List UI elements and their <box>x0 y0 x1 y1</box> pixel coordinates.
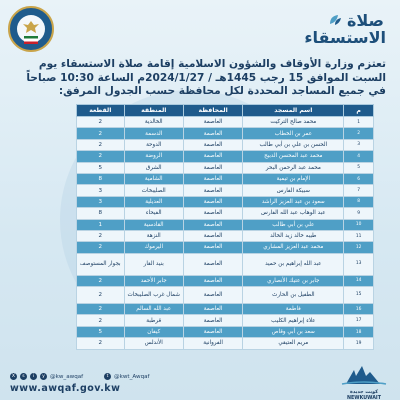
cell-area: عبد الله السالم <box>124 304 183 315</box>
cell-area: اليرموك <box>124 242 183 253</box>
cell-governorate: العاصمة <box>183 219 242 230</box>
cell-area: الشرق <box>124 162 183 173</box>
cell-mosque: محمد عبد العزيز المشاري <box>243 242 344 253</box>
cell-mosque: سبيكة الفارس <box>243 185 344 196</box>
cell-area: الأندلس <box>124 338 183 349</box>
table-row <box>77 219 374 230</box>
cell-mosque: محمد عبد المحسن الدبيج <box>243 151 344 162</box>
cell-area: الخالدية <box>124 117 183 128</box>
cell-area: الفيحاء <box>124 208 183 219</box>
new-kuwait-logo-icon <box>340 362 388 386</box>
cell-governorate: العاصمة <box>183 173 242 184</box>
cell-governorate: العاصمة <box>183 242 242 253</box>
cell-index: 13 <box>344 253 374 275</box>
new-kuwait-logo <box>340 362 388 400</box>
cell-index: 4 <box>344 151 374 162</box>
cell-block: 8 <box>77 208 125 219</box>
falcon-icon <box>22 20 40 34</box>
cell-block: 2 <box>77 117 125 128</box>
table-row <box>77 253 374 275</box>
cell-governorate: العاصمة <box>183 315 242 326</box>
cell-block: 1 <box>77 219 125 230</box>
cell-area: العديلية <box>124 196 183 207</box>
table-row <box>77 304 374 315</box>
table-row <box>77 275 374 286</box>
instagram-icon[interactable]: i <box>30 373 37 380</box>
cell-block: 2 <box>77 242 125 253</box>
table-row <box>77 139 374 150</box>
cell-area: الصليبخات <box>124 185 183 196</box>
cell-block: 8 <box>77 173 125 184</box>
cell-mosque: علي بن أبي طالب <box>243 219 344 230</box>
cell-governorate: العاصمة <box>183 162 242 173</box>
cell-block: 2 <box>77 315 125 326</box>
cell-index: 5 <box>344 162 374 173</box>
table-row <box>77 242 374 253</box>
social-handle-right[interactable]: @kwt_Awqaf <box>114 373 150 380</box>
cell-index: 14 <box>344 275 374 286</box>
cell-mosque: عبد الوهاب عبد الله الفارس <box>243 208 344 219</box>
social-handles-left <box>10 373 83 380</box>
table-header-row <box>77 105 374 117</box>
cell-index: 1 <box>344 117 374 128</box>
cell-index: 16 <box>344 304 374 315</box>
header-governorate: المحافظة <box>183 105 242 117</box>
table-row <box>77 326 374 337</box>
cell-area: الروضة <box>124 151 183 162</box>
cell-mosque: عبد الله إبراهيم بن حميد <box>243 253 344 275</box>
cell-mosque: الحسن بن علي بن أبي طالب <box>243 139 344 150</box>
table-row <box>77 151 374 162</box>
cell-block: 5 <box>77 162 125 173</box>
x-icon[interactable]: X <box>11 374 16 379</box>
title-line-1: صلاة <box>346 11 384 30</box>
logo-text-latin: NEWKUWAIT <box>347 395 381 400</box>
cell-index: 17 <box>344 315 374 326</box>
cell-area: شمال غرب الصليبخات <box>124 287 183 304</box>
snapchat-icon[interactable]: s <box>20 373 27 380</box>
header <box>0 0 400 56</box>
page-title <box>304 12 386 46</box>
cell-mosque: فاطمة <box>243 304 344 315</box>
cell-governorate: العاصمة <box>183 326 242 337</box>
table-row <box>77 208 374 219</box>
cell-area: بنيد القار <box>124 253 183 275</box>
table-row <box>77 196 374 207</box>
cell-area: الشامية <box>124 173 183 184</box>
cell-index: 10 <box>344 219 374 230</box>
cell-block: 2 <box>77 151 125 162</box>
logo-text-arabic: كويت جديدة <box>350 390 378 395</box>
footer <box>0 360 400 400</box>
cell-mosque: جابر بن عتيك الأنصاري <box>243 275 344 286</box>
cell-index: 7 <box>344 185 374 196</box>
rain-leaf-icon <box>328 14 342 26</box>
social-handle-left[interactable]: @kw_awqaf <box>50 373 84 380</box>
mosques-table <box>76 104 374 350</box>
cell-index: 3 <box>344 139 374 150</box>
cell-area: القادسية <box>124 219 183 230</box>
cell-index: 8 <box>344 196 374 207</box>
cell-mosque: الطفيل بن الحارث <box>243 287 344 304</box>
header-block: القطعة <box>77 105 125 117</box>
table-row <box>77 230 374 241</box>
header-mosque: اسم المسجد <box>243 105 344 117</box>
cell-area: جابر الأحمد <box>124 275 183 286</box>
cell-governorate: العاصمة <box>183 139 242 150</box>
cell-governorate: العاصمة <box>183 287 242 304</box>
cell-block: 5 <box>77 326 125 337</box>
cell-governorate: العاصمة <box>183 275 242 286</box>
kuwait-emblem-icon <box>8 6 54 52</box>
cell-governorate: العاصمة <box>183 208 242 219</box>
cell-governorate: الفروانية <box>183 338 242 349</box>
cell-governorate: العاصمة <box>183 253 242 275</box>
cell-governorate: العاصمة <box>183 151 242 162</box>
cell-mosque: محمد عبد الرحمن البحر <box>243 162 344 173</box>
cell-block: 2 <box>77 338 125 349</box>
website-link[interactable]: www.awqaf.gov.kw <box>10 383 121 394</box>
cell-block: 2 <box>77 304 125 315</box>
cell-area: الدسمة <box>124 128 183 139</box>
cell-index: 18 <box>344 326 374 337</box>
cell-governorate: العاصمة <box>183 185 242 196</box>
cell-block: بجوار المستوصف <box>77 253 125 275</box>
cell-block: 2 <box>77 287 125 304</box>
cell-mosque: سعود بن عبد العزيز الراشد <box>243 196 344 207</box>
cell-index: 6 <box>344 173 374 184</box>
cell-mosque: محمد صالح التركيت <box>243 117 344 128</box>
cell-area: كيفان <box>124 326 183 337</box>
cell-area: قرطبة <box>124 315 183 326</box>
cell-mosque: سعد بن أبي وقاص <box>243 326 344 337</box>
cell-area: النزهة <box>124 230 183 241</box>
table-row <box>77 128 374 139</box>
cell-block: 2 <box>77 128 125 139</box>
cell-index: 2 <box>344 128 374 139</box>
title-line-2: الاستسقاء <box>304 28 386 47</box>
cell-area: الدوحة <box>124 139 183 150</box>
cell-governorate: العاصمة <box>183 128 242 139</box>
cell-mosque: علاء إبراهيم الكليب <box>243 315 344 326</box>
twitter-icon[interactable]: t <box>104 373 111 380</box>
header-index: م <box>344 105 374 117</box>
header-area: المنطقة <box>124 105 183 117</box>
cell-block: 2 <box>77 139 125 150</box>
cell-index: 15 <box>344 287 374 304</box>
cell-governorate: العاصمة <box>183 230 242 241</box>
table-row <box>77 162 374 173</box>
cell-index: 12 <box>344 242 374 253</box>
cell-mosque: طيبه خالد زيد الخالد <box>243 230 344 241</box>
cell-governorate: العاصمة <box>183 117 242 128</box>
cell-index: 19 <box>344 338 374 349</box>
table-row <box>77 315 374 326</box>
cell-block: 3 <box>77 185 125 196</box>
table-row <box>77 173 374 184</box>
cell-block: 2 <box>77 230 125 241</box>
cell-mosque: الإمام بن تيمية <box>243 173 344 184</box>
cell-block: 2 <box>77 275 125 286</box>
cell-governorate: العاصمة <box>183 304 242 315</box>
table-row <box>77 287 374 304</box>
table-row <box>77 117 374 128</box>
intro-paragraph: تعتزم وزارة الأوقاف والشؤون الاسلامية إقامة صلاة الاستسقاء يوم السبت الموافق 15 رجب 1445هـ / 2024/1/27م الساعة 10:30 صباحاً في جميع المساجد المحددة لكل محافظة حسب الجدول المرفق: <box>26 58 386 97</box>
cell-index: 9 <box>344 208 374 219</box>
cell-mosque: عمر بن الخطاب <box>243 128 344 139</box>
table-row <box>77 338 374 349</box>
social-handles-right <box>104 373 150 380</box>
youtube-icon[interactable]: y <box>40 373 47 380</box>
cell-mosque: مريم العتيقي <box>243 338 344 349</box>
cell-block: 3 <box>77 196 125 207</box>
cell-governorate: العاصمة <box>183 196 242 207</box>
table-row <box>77 185 374 196</box>
cell-index: 11 <box>344 230 374 241</box>
